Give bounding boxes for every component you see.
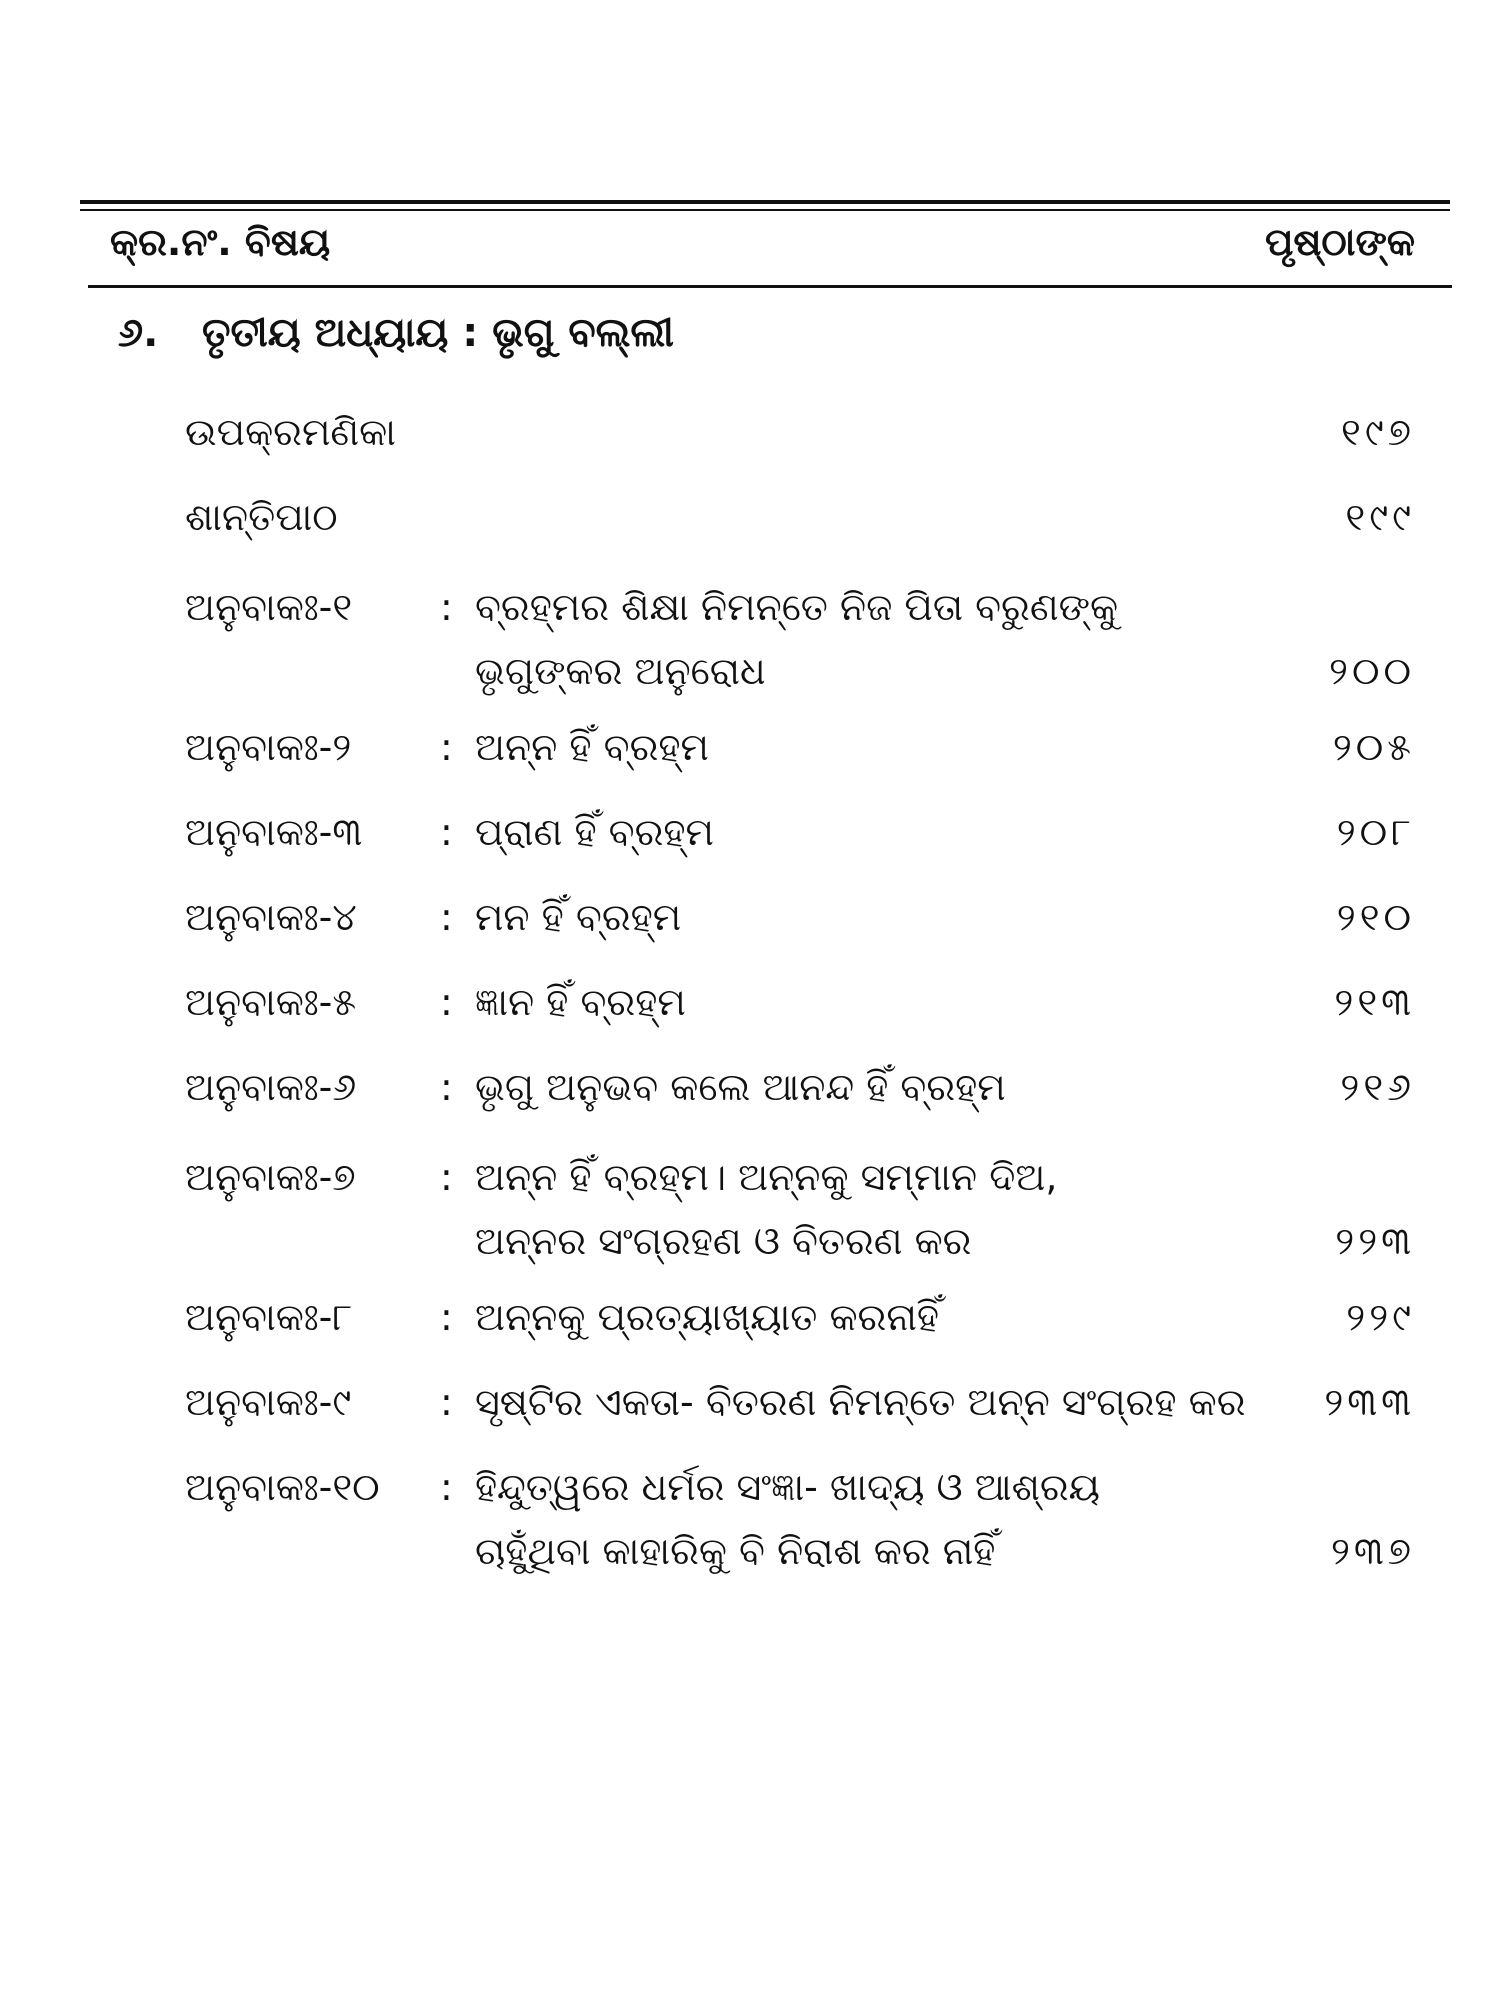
- entry-description: [475, 800, 1305, 864]
- entry-description-line: ପ୍ରାଣ ହିଁ ବ୍ରହ୍ମ: [475, 810, 714, 854]
- header-serial-subject: କ୍ର.ନଂ. ବିଷୟ: [110, 220, 331, 264]
- entry-label: ଅନୁବାକଃ-୮: [185, 1295, 353, 1339]
- entry-description-line: ବ୍ରହ୍ମର ଶିକ୍ଷା ନିମନ୍ତେ ନିଜ ପିତା ବରୁଣଙ୍କୁ: [475, 585, 1119, 629]
- entry-label: ଅନୁବାକଃ-୭: [185, 1155, 356, 1199]
- chapter-number: ୬.: [118, 310, 159, 356]
- entry-label: ଅନୁବାକଃ-୨: [185, 725, 352, 769]
- chapter-heading: [118, 310, 674, 356]
- entry-page-number: ୨୩୩: [1324, 1380, 1415, 1424]
- entry-label: ଅନୁବାକଃ-୯: [185, 1380, 352, 1424]
- entry-description: [475, 1145, 1305, 1273]
- entry-description-line: ଚାହୁଁଥିବା କାହାରିକୁ ବି ନିରାଶ କର ନାହିଁ: [475, 1529, 996, 1573]
- entry-description: [475, 885, 1305, 949]
- entry-description: [475, 575, 1305, 703]
- entry-label: ଅନୁବାକଃ-୧୦: [185, 1465, 380, 1509]
- entry-colon: :: [440, 1155, 453, 1199]
- entry-page-number: ୨୧୦: [1336, 895, 1415, 939]
- entry-label: ଅନୁବାକଃ-୩: [185, 810, 363, 854]
- entry-colon: :: [440, 810, 453, 854]
- entry-description: [475, 1455, 1305, 1583]
- toc-header: [110, 212, 1415, 282]
- entry-description-line: ଜ୍ଞାନ ହିଁ ବ୍ରହ୍ମ: [475, 980, 686, 1024]
- entry-label: ଉପକ୍ରମଣିକା: [185, 410, 396, 454]
- entry-colon: :: [440, 1295, 453, 1339]
- entry-colon: :: [440, 895, 453, 939]
- entry-description: [475, 970, 1305, 1034]
- header-page-number: ପୃଷ୍ଠାଙ୍କ: [1264, 220, 1415, 264]
- entry-page-number: ୧୯୯: [1345, 495, 1415, 539]
- entry-page-number: ୧୯୭: [1341, 410, 1415, 454]
- entry-page-number: ୨୦୦: [1329, 649, 1415, 693]
- chapter-title: ତୃତୀୟ ଅଧ୍ୟାୟ : ଭୃଗୁ ବଲ୍ଲୀ: [201, 310, 674, 356]
- entry-description-line: ମନ ହିଁ ବ୍ରହ୍ମ: [475, 895, 682, 939]
- entry-description-line: ହିନ୍ଦୁତ୍ୱରେ ଧର୍ମର ସଂଜ୍ଞା- ଖାଦ୍ୟ ଓ ଆଶ୍ରୟ: [475, 1465, 1101, 1509]
- entry-description: [475, 1370, 1305, 1434]
- entry-label: ଶାନ୍ତିପାଠ: [185, 495, 338, 539]
- entry-page-number: ୨୦୫: [1332, 725, 1415, 769]
- entry-colon: :: [440, 1065, 453, 1109]
- entry-label: ଅନୁବାକଃ-୧: [185, 585, 353, 629]
- entry-description-line: ଭୃଗୁ ଅନୁଭବ କଲେ ଆନନ୍ଦ ହିଁ ବ୍ରହ୍ମ: [475, 1065, 1006, 1109]
- entry-label: ଅନୁବାକଃ-୬: [185, 1065, 357, 1109]
- entry-page-number: ୨୨୯: [1346, 1295, 1415, 1339]
- entry-description: [475, 715, 1305, 779]
- entry-page-number: ୨୩୭: [1330, 1529, 1415, 1573]
- header-rule-top: [80, 200, 1450, 204]
- header-rule-top-thin: [80, 209, 1450, 211]
- entry-description: [475, 1285, 1305, 1349]
- entry-description-line: ଅନ୍ନ ହିଁ ବ୍ରହ୍ମ। ଅନ୍ନକୁ ସମ୍ମାନ ଦିଅ,: [475, 1155, 1058, 1199]
- entry-page-number: ୨୦୮: [1336, 810, 1415, 854]
- entry-description-line: ଅନ୍ନର ସଂଗ୍ରହଣ ଓ ବିତରଣ କର: [475, 1219, 972, 1263]
- entry-page-number: ୨୧୩: [1334, 980, 1415, 1024]
- entry-description: [475, 1055, 1305, 1119]
- entry-description-line: ଅନ୍ନକୁ ପ୍ରତ୍ୟାଖ୍ୟାତ କରନାହିଁ: [475, 1295, 940, 1339]
- entry-page-number: ୨୧୬: [1340, 1065, 1415, 1109]
- entry-colon: :: [440, 1380, 453, 1424]
- entry-colon: :: [440, 1465, 453, 1509]
- entry-colon: :: [440, 980, 453, 1024]
- entry-description-line: ଭୃଗୁଙ୍କର ଅନୁରୋଧ: [475, 649, 766, 693]
- header-rule-bottom: [88, 285, 1452, 288]
- entry-page-number: ୨୨୩: [1335, 1219, 1415, 1263]
- entry-colon: :: [440, 725, 453, 769]
- entry-label: ଅନୁବାକଃ-୪: [185, 895, 357, 939]
- entry-colon: :: [440, 585, 453, 629]
- entry-label: ଅନୁବାକଃ-୫: [185, 980, 357, 1024]
- entry-description-line: ସୃଷ୍ଟିର ଏକତା- ବିତରଣ ନିମନ୍ତେ ଅନ୍ନ ସଂଗ୍ରହ କର: [475, 1380, 1246, 1424]
- entry-description-line: ଅନ୍ନ ହିଁ ବ୍ରହ୍ମ: [475, 725, 709, 769]
